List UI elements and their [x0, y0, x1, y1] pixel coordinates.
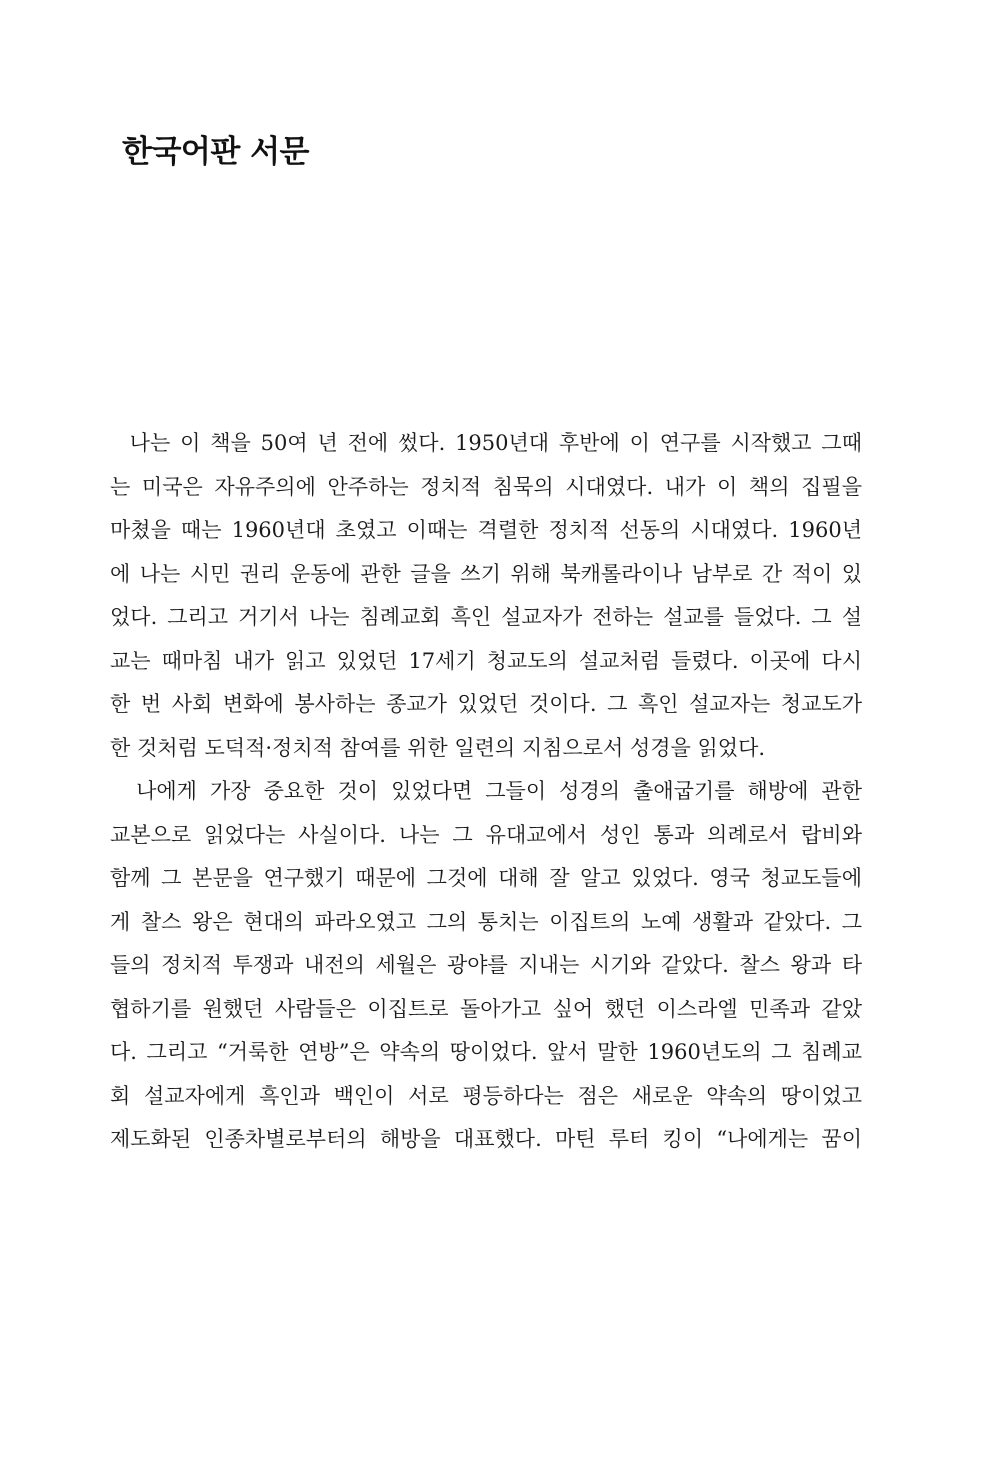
- body-text: [110, 422, 862, 1162]
- text-line: 마쳤을 때는 1960년대 초였고 이때는 격렬한 정치적 선동의 시대였다. 1960년: [110, 518, 862, 542]
- paragraph-1: [110, 422, 862, 770]
- text-line: 함께 그 본문을 연구했기 때문에 그것에 대해 잘 알고 있었다. 영국 청교도들에: [110, 866, 862, 890]
- paragraph-2: [110, 770, 862, 1162]
- text-line: 었다. 그리고 거기서 나는 침례교회 흑인 설교자가 전하는 설교를 들었다. 그 설: [110, 605, 862, 629]
- text-line: 한 번 사회 변화에 봉사하는 종교가 있었던 것이다. 그 흑인 설교자는 청교도가: [110, 692, 862, 716]
- text-line: 나는 이 책을 50여 년 전에 썼다. 1950년대 후반에 이 연구를 시작했고 그때: [110, 431, 862, 455]
- text-line: 회 설교자에게 흑인과 백인이 서로 평등하다는 점은 새로운 약속의 땅이었고: [110, 1083, 862, 1108]
- text-line: 들의 정치적 투쟁과 내전의 세월은 광야를 지내는 시기와 같았다. 찰스 왕과 타: [110, 953, 862, 977]
- text-line: 교는 때마침 내가 읽고 있었던 17세기 청교도의 설교처럼 들렸다. 이곳에 다시: [110, 648, 862, 673]
- text-line: 협하기를 원했던 사람들은 이집트로 돌아가고 싶어 했던 이스라엘 민족과 같았: [110, 996, 862, 1021]
- chapter-title: 한국어판 서문: [122, 134, 309, 170]
- text-line: 한 것처럼 도덕적·정치적 참여를 위한 일련의 지침으로서 성경을 읽었다.: [110, 735, 766, 760]
- text-line: 는 미국은 자유주의에 안주하는 정치적 침묵의 시대였다. 내가 이 책의 집필을: [110, 474, 862, 499]
- text-line: 다. 그리고 “거룩한 연방”은 약속의 땅이었다. 앞서 말한 1960년도의 그 침례교: [110, 1040, 862, 1064]
- text-line: 제도화된 인종차별로부터의 해방을 대표했다. 마틴 루터 킹이 “나에게는 꿈이: [110, 1127, 862, 1151]
- text-line: 에 나는 시민 권리 운동에 관한 글을 쓰기 위해 북캐롤라이나 남부로 간 적이 있: [110, 561, 862, 586]
- text-line: 게 찰스 왕은 현대의 파라오였고 그의 통치는 이집트의 노예 생활과 같았다. 그: [110, 909, 862, 934]
- text-line: 나에게 가장 중요한 것이 있었다면 그들이 성경의 출애굽기를 해방에 관한: [110, 779, 862, 803]
- text-line: 교본으로 읽었다는 사실이다. 나는 그 유대교에서 성인 통과 의례로서 랍비와: [110, 822, 862, 847]
